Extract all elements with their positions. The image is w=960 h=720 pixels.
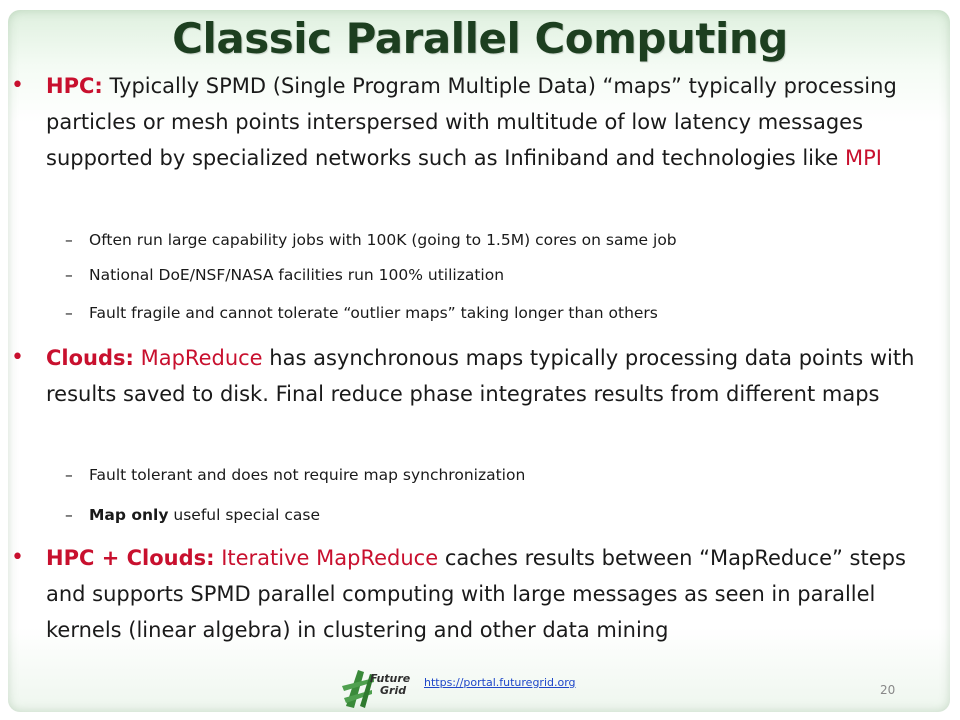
bullet-dot: •	[11, 345, 24, 370]
sub-dash: –	[65, 506, 73, 524]
sub-clouds-2	[65, 504, 939, 526]
sub-clouds-1	[65, 464, 939, 486]
bullet-hpc-clouds	[11, 540, 950, 648]
sub-dash: –	[65, 231, 73, 249]
clouds-text: has asynchronous maps typically processing data points with results saved to disk. Final reduce phase integrates results from different maps	[46, 346, 915, 406]
sub-text: Fault fragile and cannot tolerate “outlier maps” taking longer than others	[89, 304, 658, 322]
page-number: 20	[880, 683, 896, 697]
sub-hpc-1	[65, 229, 939, 251]
hpc-label: HPC:	[46, 74, 103, 98]
sub-dash: –	[65, 466, 73, 484]
bullet-clouds	[11, 340, 950, 412]
sub-text: Fault tolerant and does not require map synchronization	[89, 466, 526, 484]
iterative-mapreduce-term: Iterative MapReduce	[221, 546, 439, 570]
slide-title: Classic Parallel Computing	[172, 14, 788, 63]
hpc-clouds-label: HPC + Clouds:	[46, 546, 215, 570]
hpc-text: Typically SPMD (Single Program Multiple Data) “maps” typically processing particles or mesh points interspersed with multitude of low latency messages supported by specialized networks such as Infiniband and technologies like	[46, 74, 897, 170]
sub-dash: –	[65, 304, 73, 322]
bullet-dot: •	[11, 545, 24, 570]
sub-hpc-2	[65, 264, 939, 286]
sub-dash: –	[65, 266, 73, 284]
map-only-bold: Map only	[89, 506, 169, 524]
sub-text: Often run large capability jobs with 100K (going to 1.5M) cores on same job	[89, 231, 677, 249]
bullet-hpc	[11, 68, 950, 176]
sub-text: useful special case	[168, 506, 321, 524]
sub-text: National DoE/NSF/NASA facilities run 100% utilization	[89, 266, 505, 284]
clouds-label: Clouds:	[46, 346, 134, 370]
bullet-dot: •	[11, 73, 24, 98]
hpc-clouds-text: caches results between “MapReduce” steps and supports SPMD parallel computing with large messages as seen in parallel kernels (linear algebra) in clustering and other data mining	[46, 546, 906, 642]
mapreduce-term: MapReduce	[140, 346, 263, 370]
portal-link[interactable]: https://portal.futuregrid.org	[424, 676, 576, 689]
mpi-term: MPI	[845, 146, 882, 170]
futuregrid-logo	[340, 660, 420, 712]
logo-text-future: Future	[370, 672, 411, 685]
sub-hpc-3	[65, 302, 939, 324]
logo-text-grid: Grid	[380, 684, 407, 697]
